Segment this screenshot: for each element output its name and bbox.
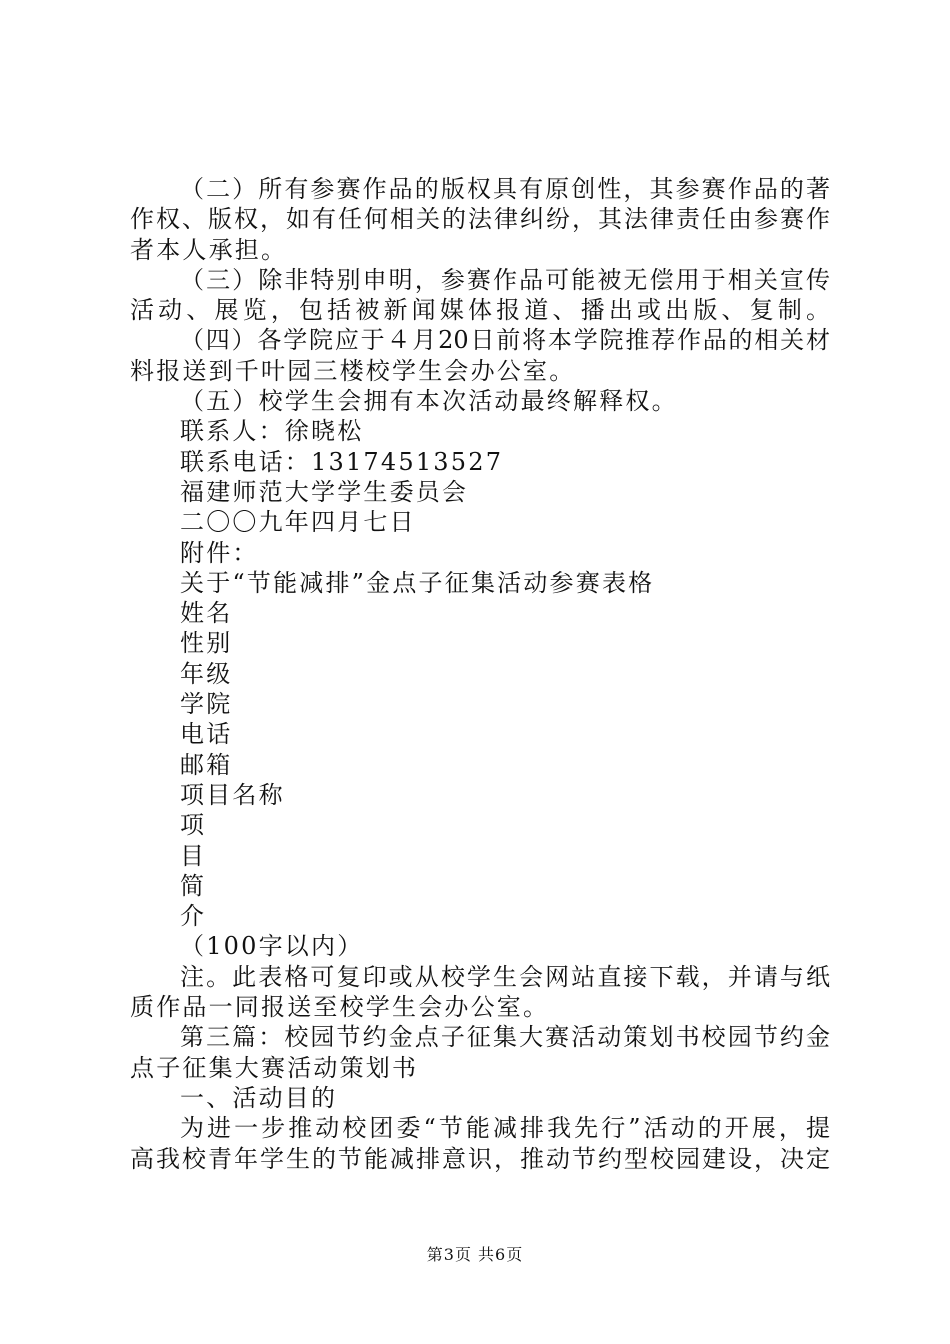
subsection-heading: 一、活动目的 xyxy=(180,1083,338,1112)
form-field-note: （100字以内） xyxy=(180,932,364,961)
form-field-label: 介 xyxy=(180,902,207,931)
form-field-label: 项 xyxy=(180,811,207,840)
document-body xyxy=(130,174,830,1174)
form-field-label: 年级 xyxy=(180,659,233,688)
paragraph-line: 质作品一同报送至校学生会办公室。 xyxy=(130,993,550,1022)
form-field-label: 姓名 xyxy=(180,599,233,628)
paragraph-line: 料报送到千叶园三楼校学生会办公室。 xyxy=(130,356,576,385)
page-number-footer: 第3页 共6页 xyxy=(426,1245,524,1264)
form-field-label: 简 xyxy=(180,871,207,900)
organization-name: 福建师范大学学生委员会 xyxy=(180,477,469,506)
contact-phone: 联系电话：13174513527 xyxy=(180,447,504,476)
form-field-label: 电话 xyxy=(180,720,233,749)
paragraph-line: 者本人承担。 xyxy=(130,235,288,264)
form-field-label: 目 xyxy=(180,841,207,870)
paragraph-line: （二）所有参赛作品的版权具有原创性，其参赛作品的著 xyxy=(180,175,830,203)
form-field-label: 性别 xyxy=(180,629,233,658)
form-field-label: 项目名称 xyxy=(180,780,285,809)
form-field-label: 邮箱 xyxy=(180,750,233,779)
contact-person: 联系人：徐晓松 xyxy=(180,417,364,446)
paragraph-line: 活动、展览，包括被新闻媒体报道、播出或出版、复制。 xyxy=(130,296,830,325)
paragraph-line: （四）各学院应于４月20日前将本学院推荐作品的相关材 xyxy=(180,326,830,355)
document-date: 二〇〇九年四月七日 xyxy=(180,508,416,537)
section-heading: 点子征集大赛活动策划书 xyxy=(130,1053,419,1082)
paragraph-line: 高我校青年学生的节能减排意识，推动节约型校园建设，决定 xyxy=(130,1144,830,1173)
attachment-label: 附件： xyxy=(180,538,259,567)
paragraph-line: 作权、版权，如有任何相关的法律纠纷，其法律责任由参赛作 xyxy=(130,205,830,234)
paragraph-line: （三）除非特别申明，参赛作品可能被无偿用于相关宣传 xyxy=(180,265,830,294)
paragraph-line: 注。此表格可复印或从校学生会网站直接下载，并请与纸 xyxy=(180,962,830,991)
paragraph-line: 为进一步推动校团委“节能减排我先行”活动的开展，提 xyxy=(180,1114,830,1143)
attachment-title: 关于“节能减排”金点子征集活动参赛表格 xyxy=(180,568,655,597)
paragraph-line: （五）校学生会拥有本次活动最终解释权。 xyxy=(180,387,678,416)
section-heading: 第三篇：校园节约金点子征集大赛活动策划书校园节约金 xyxy=(180,1023,830,1052)
form-field-label: 学院 xyxy=(180,690,233,719)
